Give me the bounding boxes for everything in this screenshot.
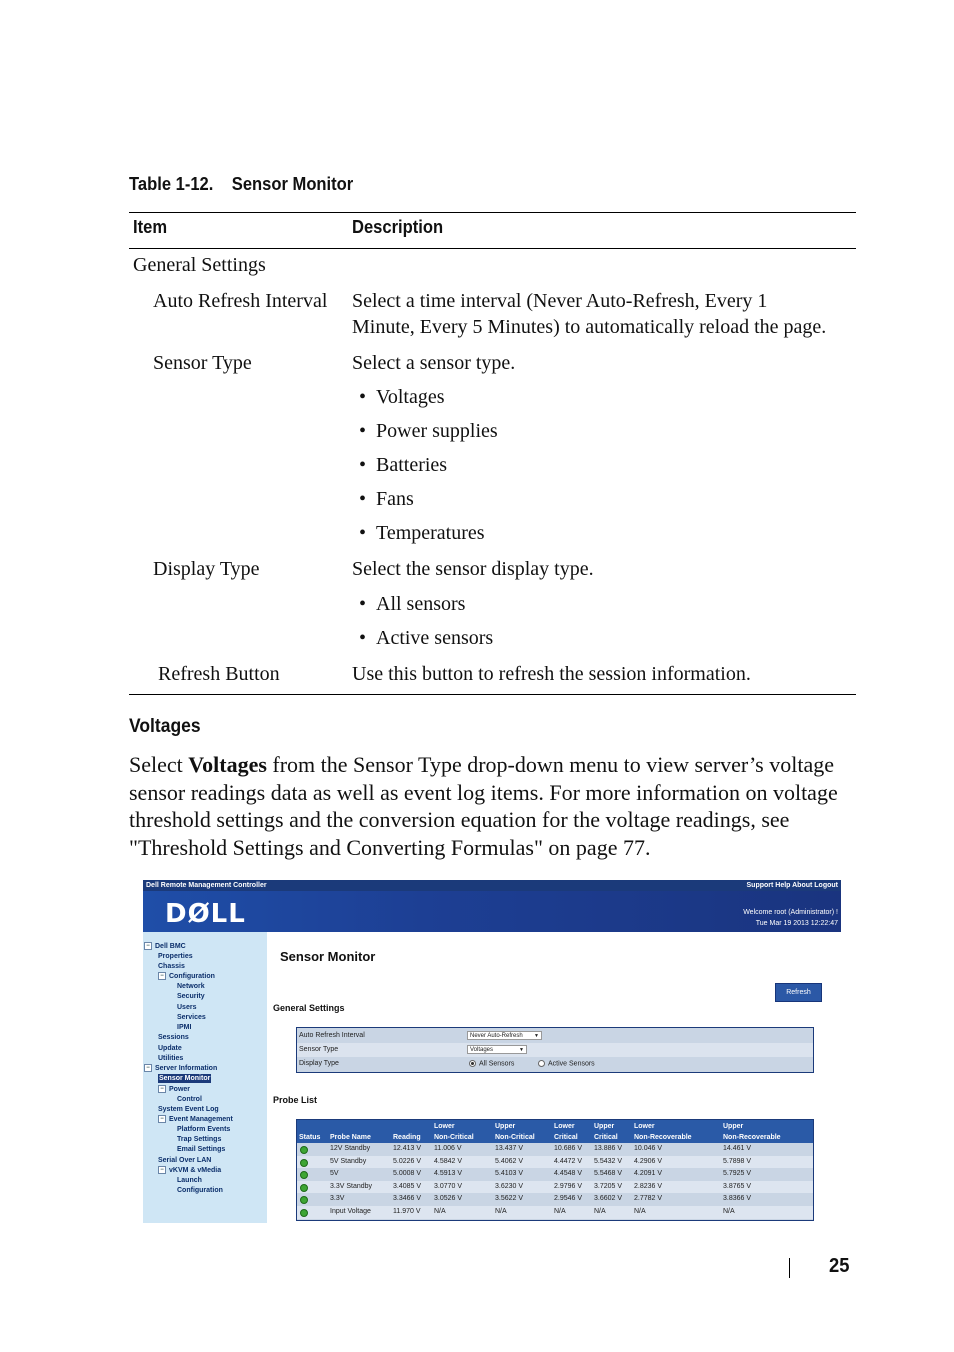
col-lnc-bottom: Non-Critical: [434, 1134, 474, 1141]
nav-configuration-vkvm[interactable]: Configuration: [177, 1187, 223, 1194]
auto-refresh-select[interactable]: Never Auto-Refresh ▼: [467, 1031, 542, 1040]
nav-chassis[interactable]: Chassis: [158, 963, 185, 970]
table-cell: 2.9796 V: [554, 1182, 583, 1190]
table-cell: 10.686 V: [554, 1145, 583, 1152]
table-cell: 3.7205 V: [594, 1182, 623, 1190]
bullet-fans: • Fans: [359, 488, 414, 510]
table-cell: 5.7925 V: [723, 1170, 752, 1178]
item-sensor-type: Sensor Type: [153, 352, 252, 374]
group-label: General Settings: [133, 254, 266, 276]
table-cell: 3.6230 V: [495, 1182, 524, 1190]
table-cell: 12V Standby: [330, 1145, 371, 1152]
col-lc-top: Lower: [554, 1123, 575, 1130]
table-cell: 11.006 V: [434, 1145, 462, 1152]
col-status: Status: [299, 1134, 321, 1141]
table-cell: 5V Standby: [330, 1157, 367, 1165]
dell-logo: DØLL: [165, 899, 246, 929]
nav-event-management[interactable]: − Event Management: [158, 1115, 233, 1124]
table-cell: 4.2091 V: [634, 1170, 663, 1178]
nav-security[interactable]: Security: [177, 993, 205, 1000]
nav-email-settings[interactable]: Email Settings: [177, 1146, 226, 1153]
table-row: [297, 1156, 813, 1169]
table-cell: 3.4085 V: [393, 1182, 422, 1190]
nav-dell-bmc[interactable]: − Dell BMC: [144, 942, 186, 951]
item-auto-refresh: Auto Refresh Interval: [153, 290, 328, 312]
col-lnr-bottom: Non-Recoverable: [634, 1134, 692, 1141]
table-cell: 13.886 V: [594, 1145, 623, 1152]
app-topbar: [143, 880, 841, 891]
gs-row-sensor-type: Sensor Type Voltages ▼: [297, 1043, 813, 1057]
caption-label: Table 1-12.: [129, 174, 214, 194]
nav-platform-events[interactable]: Platform Events: [177, 1126, 231, 1133]
general-settings-box: [296, 1027, 814, 1073]
col-lnc-top: Lower: [434, 1123, 455, 1130]
table-cell: N/A: [594, 1208, 606, 1215]
table-cell: 5V: [330, 1170, 339, 1178]
col-uc-top: Upper: [594, 1123, 615, 1130]
table-cell: 3.8366 V: [723, 1195, 752, 1203]
table-cell: 3.0770 V: [434, 1182, 463, 1190]
table-cell: 5.0226 V: [393, 1157, 422, 1165]
gs-row-display-type: Display Type All Sensors Active Sensors: [299, 1060, 595, 1068]
status-ok-icon: [300, 1171, 308, 1179]
table-top-rule: [129, 212, 856, 213]
radio-active-sensors[interactable]: Active Sensors: [538, 1060, 595, 1067]
sensor-type-select[interactable]: Voltages ▼: [467, 1045, 527, 1054]
banner: [143, 891, 841, 932]
nav-update[interactable]: Update: [158, 1045, 182, 1052]
nav-configuration[interactable]: − Configuration: [158, 972, 215, 981]
probe-list-header: [297, 1120, 813, 1143]
table-row: [297, 1193, 813, 1206]
desc-sensor-type: Select a sensor type.: [352, 352, 516, 374]
section-paragraph: Select Voltages from the Sensor Type drop-down menu to view server’s voltage sensor readings data as well as event log items. For more information on voltage threshold settings and the conversion equation for the voltage readings, see "Threshold Settings and Converting Formulas" on page 77.: [129, 752, 838, 860]
status-ok-icon: [300, 1184, 308, 1192]
section-heading: Voltages: [129, 716, 201, 737]
table-cell: 2.9546 V: [554, 1195, 583, 1203]
table-row: [297, 1181, 813, 1194]
table-cell: 5.5468 V: [594, 1170, 623, 1178]
datetime-text: Tue Mar 19 2013 12:22:47: [755, 920, 838, 927]
footer-divider: [789, 1258, 790, 1278]
table-cell: 2.8236 V: [634, 1182, 663, 1190]
table-cell: 4.4472 V: [554, 1157, 583, 1165]
table-caption: [129, 174, 353, 195]
nav-system-event-log[interactable]: System Event Log: [158, 1106, 219, 1113]
caption-title: Sensor Monitor: [231, 174, 354, 194]
col-probe-name: Probe Name: [330, 1134, 371, 1141]
table-row: [297, 1206, 813, 1219]
nav-power[interactable]: − Power: [158, 1085, 190, 1094]
item-display-type: Display Type: [153, 558, 260, 580]
status-ok-icon: [300, 1159, 308, 1167]
sensor-monitor-screenshot: [143, 880, 841, 1223]
desc-display-type: Select the sensor display type.: [352, 558, 594, 580]
desc-auto-refresh-1: Select a time interval (Never Auto-Refresh, Every 1: [352, 290, 768, 312]
nav-properties[interactable]: Properties: [158, 953, 193, 960]
nav-control[interactable]: Control: [177, 1096, 202, 1103]
nav-server-information[interactable]: − Server Information: [144, 1064, 217, 1073]
status-ok-icon: [300, 1196, 308, 1204]
table-cell: 5.0008 V: [393, 1170, 422, 1178]
nav-serial-over-lan[interactable]: Serial Over LAN: [158, 1157, 212, 1164]
col-reading: Reading: [393, 1134, 421, 1141]
nav-launch[interactable]: Launch: [177, 1177, 202, 1184]
probe-list-table: [296, 1119, 814, 1221]
table-cell: 13.437 V: [495, 1145, 524, 1152]
bullet-voltages: • Voltages: [359, 386, 445, 408]
nav-tree: [143, 932, 267, 1223]
nav-users[interactable]: Users: [177, 1004, 197, 1011]
top-links[interactable]: Support Help About Logout: [746, 882, 838, 889]
table-cell: 3.3V Standby: [330, 1182, 373, 1190]
table-cell: 10.046 V: [634, 1145, 663, 1152]
probe-list-label: Probe List: [273, 1095, 318, 1105]
nav-vkvm-vmedia[interactable]: − vKVM & vMedia: [158, 1166, 221, 1175]
radio-all-sensors[interactable]: All Sensors: [469, 1060, 514, 1067]
desc-refresh-button: Use this button to refresh the session information.: [352, 663, 751, 685]
table-cell: N/A: [723, 1208, 735, 1215]
welcome-block: [743, 907, 838, 929]
bullet-temperatures: • Temperatures: [359, 522, 485, 544]
table-cell: 5.4103 V: [495, 1170, 524, 1178]
col-unr-bottom: Non-Recoverable: [723, 1134, 781, 1141]
table-cell: 14.461 V: [723, 1145, 752, 1152]
page-title: Sensor Monitor: [280, 949, 376, 964]
table-row: [297, 1143, 813, 1156]
col-uc-bottom: Critical: [594, 1134, 618, 1141]
nav-network[interactable]: Network: [177, 983, 205, 990]
col-header-item: Item: [133, 217, 168, 237]
table-cell: 3.0526 V: [434, 1195, 463, 1203]
status-ok-icon: [300, 1209, 308, 1217]
table-cell: 3.5622 V: [495, 1195, 524, 1203]
table-cell: 3.8765 V: [723, 1182, 752, 1190]
table-cell: 4.2906 V: [634, 1157, 663, 1165]
bullet-all-sensors: • All sensors: [359, 593, 466, 615]
status-ok-icon: [300, 1146, 308, 1154]
table-cell: N/A: [554, 1208, 566, 1215]
welcome-text: Welcome root (Administrator) !: [743, 909, 838, 916]
table-cell: 12.413 V: [393, 1145, 422, 1152]
table-cell: N/A: [634, 1208, 646, 1215]
table-row: [297, 1168, 813, 1181]
item-refresh-button: Refresh Button: [158, 663, 280, 685]
table-cell: N/A: [434, 1208, 446, 1215]
table-cell: 4.5913 V: [434, 1170, 463, 1178]
table-cell: 4.4548 V: [554, 1170, 583, 1178]
col-lc-bottom: Critical: [554, 1134, 578, 1141]
nav-trap-settings[interactable]: Trap Settings: [177, 1136, 222, 1143]
table-cell: 3.3V: [330, 1195, 345, 1203]
app-title: Dell Remote Management Controller: [146, 882, 267, 889]
gs-row-auto-refresh: Auto Refresh Interval Never Auto-Refresh ▼: [297, 1029, 813, 1043]
table-cell: 11.970 V: [393, 1208, 421, 1215]
refresh-button[interactable]: Refresh: [775, 983, 822, 1002]
table-cell: 3.6602 V: [594, 1195, 623, 1203]
col-lnr-top: Lower: [634, 1123, 655, 1130]
nav-utilities[interactable]: Utilities: [158, 1055, 184, 1062]
voltages-bold: Voltages: [188, 752, 267, 777]
table-cell: 4.5842 V: [434, 1157, 463, 1165]
nav-ipmi[interactable]: IPMI: [177, 1024, 192, 1031]
table-cell: 5.5432 V: [594, 1157, 623, 1165]
table-cell: N/A: [495, 1208, 507, 1215]
desc-auto-refresh-2: Minute, Every 5 Minutes) to automatically reload the page.: [352, 316, 827, 338]
table-cell: 5.7898 V: [723, 1157, 752, 1165]
bullet-power-supplies: • Power supplies: [359, 420, 498, 442]
bullet-active-sensors: • Active sensors: [359, 627, 494, 649]
page-number: 25: [829, 1255, 850, 1277]
col-unr-top: Upper: [723, 1123, 744, 1130]
col-header-description: Description: [352, 217, 444, 237]
nav-sessions[interactable]: Sessions: [158, 1034, 189, 1041]
table-cell: 2.7782 V: [634, 1195, 663, 1203]
bullet-batteries: • Batteries: [359, 454, 448, 476]
nav-services[interactable]: Services: [177, 1014, 206, 1021]
general-settings-label: General Settings: [273, 1003, 345, 1013]
col-unc-top: Upper: [495, 1123, 516, 1130]
table-cell: Input Voltage: [330, 1208, 371, 1215]
table-bottom-rule: [129, 694, 856, 695]
col-unc-bottom: Non-Critical: [495, 1134, 535, 1141]
table-cell: 3.3466 V: [393, 1195, 422, 1203]
table-header-rule: [129, 248, 856, 249]
nav-sensor-monitor[interactable]: Sensor Monitor: [159, 1075, 211, 1082]
table-cell: 5.4062 V: [495, 1157, 524, 1165]
